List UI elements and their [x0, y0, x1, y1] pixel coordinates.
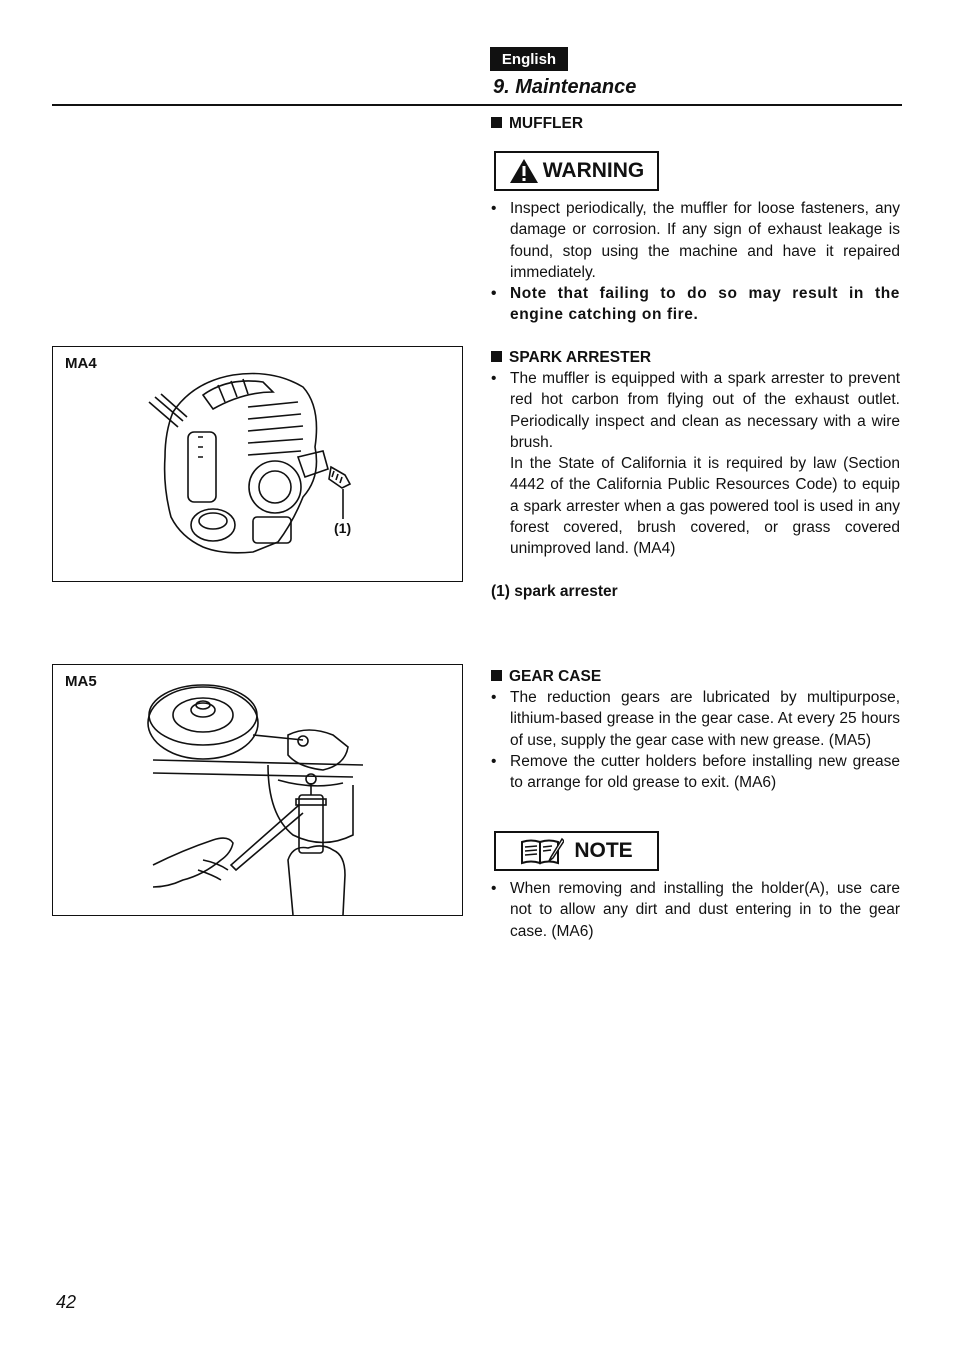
warning-badge	[494, 151, 659, 191]
gear-case-bullets	[491, 687, 900, 793]
open-book-pencil-icon	[520, 837, 564, 865]
language-tag: English	[490, 47, 568, 71]
list-item-text: Remove the cutter holders before installing new grease to arrange for old grease to exit. (MA6)	[510, 752, 900, 792]
list-item: • Inspect periodically, the muffler for loose fasteners, any damage or corrosion. If any sign of exhaust leakage is found, stop using the machine and have it repaired immediately.	[491, 200, 900, 281]
list-item-text: The reduction gears are lubricated by multipurpose, lithium-based grease in the gear case. At every 25 hours of use, supply the gear case with new grease. (MA5)	[510, 689, 900, 749]
grease-gun-illustration	[53, 665, 462, 915]
square-bullet-icon	[491, 670, 502, 681]
muffler-heading-text: MUFFLER	[509, 115, 584, 132]
california-paragraph: In the State of California it is required by law (Section 4442 of the California Public Resources Code) to equip a spark arrester when a gas powered tool is used in any forest covered, brush covered, or grass covered unimproved land. (MA4)	[510, 455, 900, 558]
page-number: 42	[56, 1292, 77, 1312]
spark-arrester-heading-text: SPARK ARRESTER	[509, 349, 652, 366]
figure-label: MA5	[65, 673, 97, 690]
list-item: • When removing and installing the holder(A), use care not to allow any dirt and dust entering in to the gear case. (MA6)	[491, 880, 900, 940]
spark-arrester-heading	[491, 347, 900, 368]
gear-case-heading-text: GEAR CASE	[509, 668, 602, 685]
list-item: • The reduction gears are lubricated by multipurpose, lithium-based grease in the gear case. At every 25 hours of use, supply the gear case with new grease. (MA5)	[491, 689, 900, 749]
square-bullet-icon	[491, 351, 502, 362]
spark-arrester-body	[491, 368, 900, 560]
figure-ma5	[52, 664, 463, 916]
warning-label: WARNING	[542, 159, 645, 182]
note-badge	[494, 831, 659, 871]
warning-triangle-icon	[509, 158, 539, 184]
figure-callout: (1)	[334, 520, 352, 536]
list-item: • Note that failing to do so may result in the engine catching on fire.	[491, 285, 900, 324]
list-item: • Remove the cutter holders before installing new grease to arrange for old grease to exit. (MA6)	[491, 752, 900, 792]
header-rule	[52, 104, 902, 106]
spark-arrester-caption: (1) spark arrester	[491, 583, 618, 600]
note-label: NOTE	[574, 839, 633, 862]
section-title: 9. Maintenance	[493, 76, 637, 98]
square-bullet-icon	[491, 117, 502, 128]
engine-illustration	[53, 347, 462, 581]
muffler-bullets	[491, 198, 900, 326]
figure-ma4	[52, 346, 463, 582]
list-item: • The muffler is equipped with a spark arrester to prevent red hot carbon from flying out of the exhaust outlet. Periodically inspect and clean as necessary with a wire brush.	[491, 370, 900, 451]
note-bullets	[491, 878, 900, 942]
list-item-text: The muffler is equipped with a spark arrester to prevent red hot carbon from flying out of the exhaust outlet. Periodically inspect and clean as necessary with a wire brush.	[510, 370, 900, 451]
figure-label: MA4	[65, 355, 97, 372]
gear-case-heading	[491, 666, 900, 687]
muffler-heading	[491, 113, 900, 134]
list-item-text: Note that failing to do so may result in the engine catching on fire.	[510, 285, 900, 324]
list-item-text: Inspect periodically, the muffler for loose fasteners, any damage or corrosion. If any sign of exhaust leakage is found, stop using the machine and have it repaired immediately.	[510, 200, 900, 281]
list-item-text: When removing and installing the holder(A), use care not to allow any dirt and dust entering in to the gear case. (MA6)	[510, 880, 900, 940]
